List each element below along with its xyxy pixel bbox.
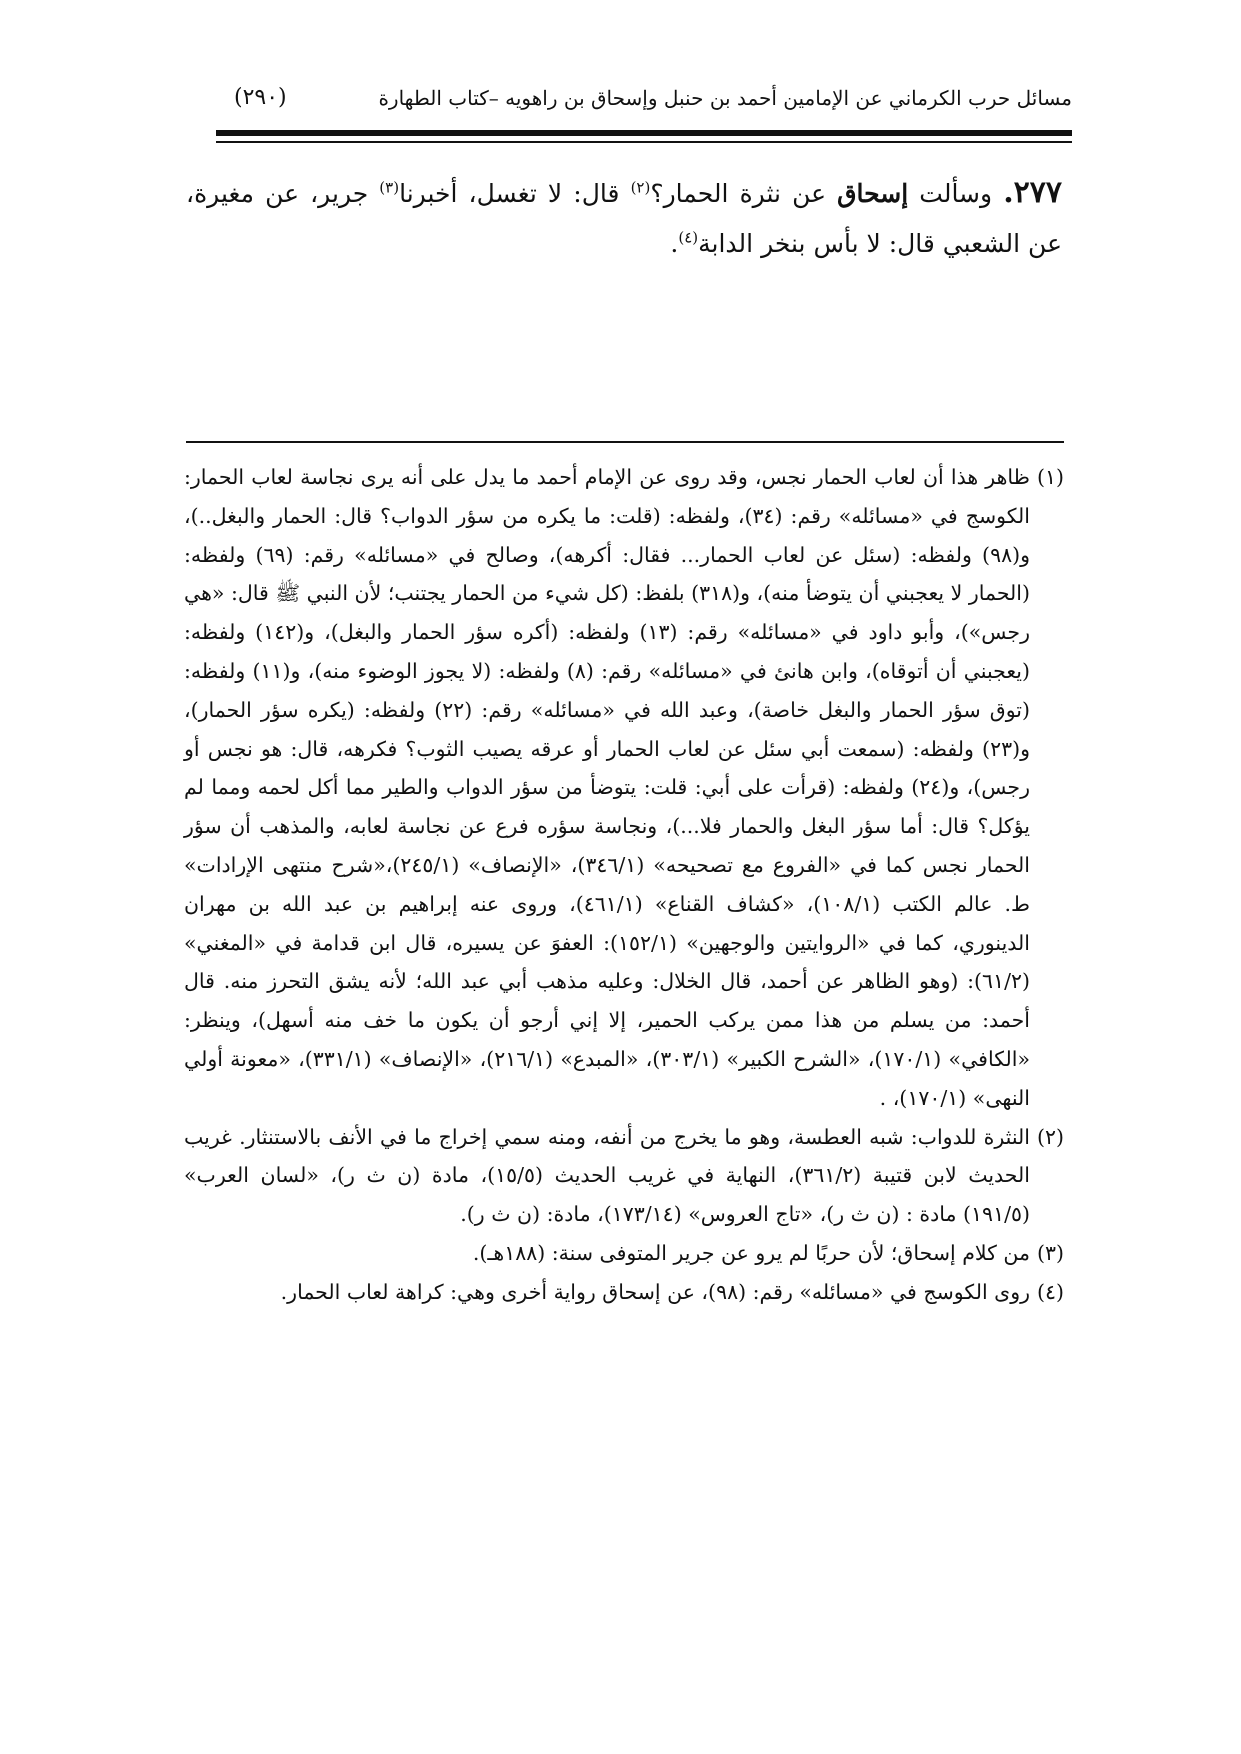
footnote-number: (١) (1036, 465, 1064, 489)
footnote-separator (186, 441, 1064, 443)
entry-text: قال: لا تغسل، أخبرنا (399, 179, 631, 208)
footnote-text: ظاهر هذا أن لعاب الحمار نجس، وقد روى عن الإمام أحمد ما يدل على أنه يرى نجاسة لعاب الحمار: الكوسج في «مسائله» رقم: (٣٤)، ولفظه: (قلت: ما يكره من سؤر الدواب؟ قال: الحمار والبغل..)، و(٩٨) ولفظه: (سئل عن لعاب الحمار... فقال: أكرهه)، وصالح في «مسائله» رقم: (٦٩) ولفظه: (الحمار لا يعجبني أن يتوضأ منه)، و(٣١٨) بلفظ: (كل شيء من الحمار يجتنب؛ لأن النبي ﷺ قال: «هي رجس»)، وأبو داود في «مسائله» رقم: (١٣) ولفظه: (أكره سؤر الحمار والبغل)، و(١٤٢) ولفظه: (يعجبني أن أتوقاه)، وابن هانئ في «مسائله» رقم: (٨) ولفظه: (لا يجوز الوضوء منه)، و(١١) ولفظه: (توق سؤر الحمار والبغل خاصة)، وعبد الله في «مسائله» رقم: (٢٢) ولفظه: (يكره سؤر الحمار)، و(٢٣) ولفظه: (سمعت أبي سئل عن لعاب الحمار أو عرقه يصيب الثوب؟ فكرهه، قال: هو نجس أو رجس)، و(٢٤) ولفظه: (قرأت على أبي: قلت: يتوضأ من سؤر الدواب والطير مما أكل لحمه ومما لم يؤكل؟ قال: أما سؤر البغل والحمار فلا...)، ونجاسة سؤره فرع عن نجاسة لعابه، والمذهب أن سؤر الحمار نجس كما في «الفروع مع تصحيحه» (٣٤٦/١)، «الإنصاف» (٢٤٥/١)،«شرح منتهى الإرادات» ط. عالم الكتب (١٠٨/١)، «كشاف القناع» (٤٦١/١)، وروى عنه إبراهيم بن عبد الله بن مهران الدينوري، كما في «الروايتين والوجهين» (١٥٢/١): العفوَ عن يسيره، قال ابن قدامة في «المغني» (٦١/٢): (وهو الظاهر عن أحمد، قال الخلال: وعليه مذهب أبي عبد الله؛ لأنه يشق التحرز منه. قال أحمد: من يسلم من هذا ممن يركب الحمير، إلا إني أرجو أن يكون ما خف منه أسهل)، وينظر: «الكافي» (١٧٠/١)، «الشرح الكبير» (٣٠٣/١)، «المبدع» (٢١٦/١)، «الإنصاف» (٣٣١/١)، «معونة أولي النهى» (١٧٠/١)، . (184, 465, 1031, 1110)
footnote-text: من كلام إسحاق؛ لأن حربًا لم يرو عن جرير المتوفى سنة: (١٨٨هـ). (472, 1240, 1030, 1265)
footnote-number: (٤) (1036, 1279, 1064, 1304)
footnote-ref[interactable]: (٢) (630, 178, 651, 197)
footnote-2 (184, 1118, 1064, 1234)
header-rule-thin (216, 141, 1072, 143)
entry-text: جرير، عن مغيرة، عن الشعبي قال: لا بأس بنخر الدابة (186, 179, 1062, 258)
entry-text: عن نثرة الحمار؟ (650, 179, 838, 208)
footnote-text: روى الكوسج في «مسائله» رقم: (٩٨)، عن إسحاق رواية أخرى وهي: كراهة لعاب الحمار. (280, 1279, 1030, 1304)
footnote-ref[interactable]: (٣) (379, 178, 400, 197)
footnote-3 (184, 1234, 1064, 1273)
running-header (216, 84, 1072, 128)
footnote-text: النثرة للدواب: شبه العطسة، وهو ما يخرج من أنفه، ومنه سمي إخراج ما في الأنف بالاستنثار. غريب الحديث لابن قتيبة (٣٦١/٢)، النهاية في غريب الحديث (١٥/٥)، مادة (ن ث ر)، «لسان العرب» (١٩١/٥) مادة : (ن ث ر)، «تاج العروس» (١٧٣/١٤)، مادة: (ن ث ر). (184, 1124, 1030, 1227)
question-entry (186, 168, 1062, 269)
entry-name: إسحاق (837, 179, 909, 208)
footnote-number: (٣) (1036, 1240, 1064, 1265)
page-number: (٢٩٠) (234, 85, 287, 110)
footnote-4 (184, 1273, 1064, 1312)
footnotes (184, 458, 1064, 1312)
footnote-1 (184, 458, 1064, 1118)
footnote-number: (٢) (1036, 1124, 1064, 1149)
header-rule-thick (216, 130, 1072, 136)
entry-number: ٢٧٧. (1003, 175, 1062, 210)
running-title: مسائل حرب الكرماني عن الإمامين أحمد بن حنبل وإسحاق بن راهويه –كتاب الطهارة (378, 86, 1072, 110)
footnote-ref[interactable]: (٤) (678, 228, 699, 247)
entry-text: . (670, 229, 679, 258)
entry-text: وسألت (908, 179, 1004, 208)
